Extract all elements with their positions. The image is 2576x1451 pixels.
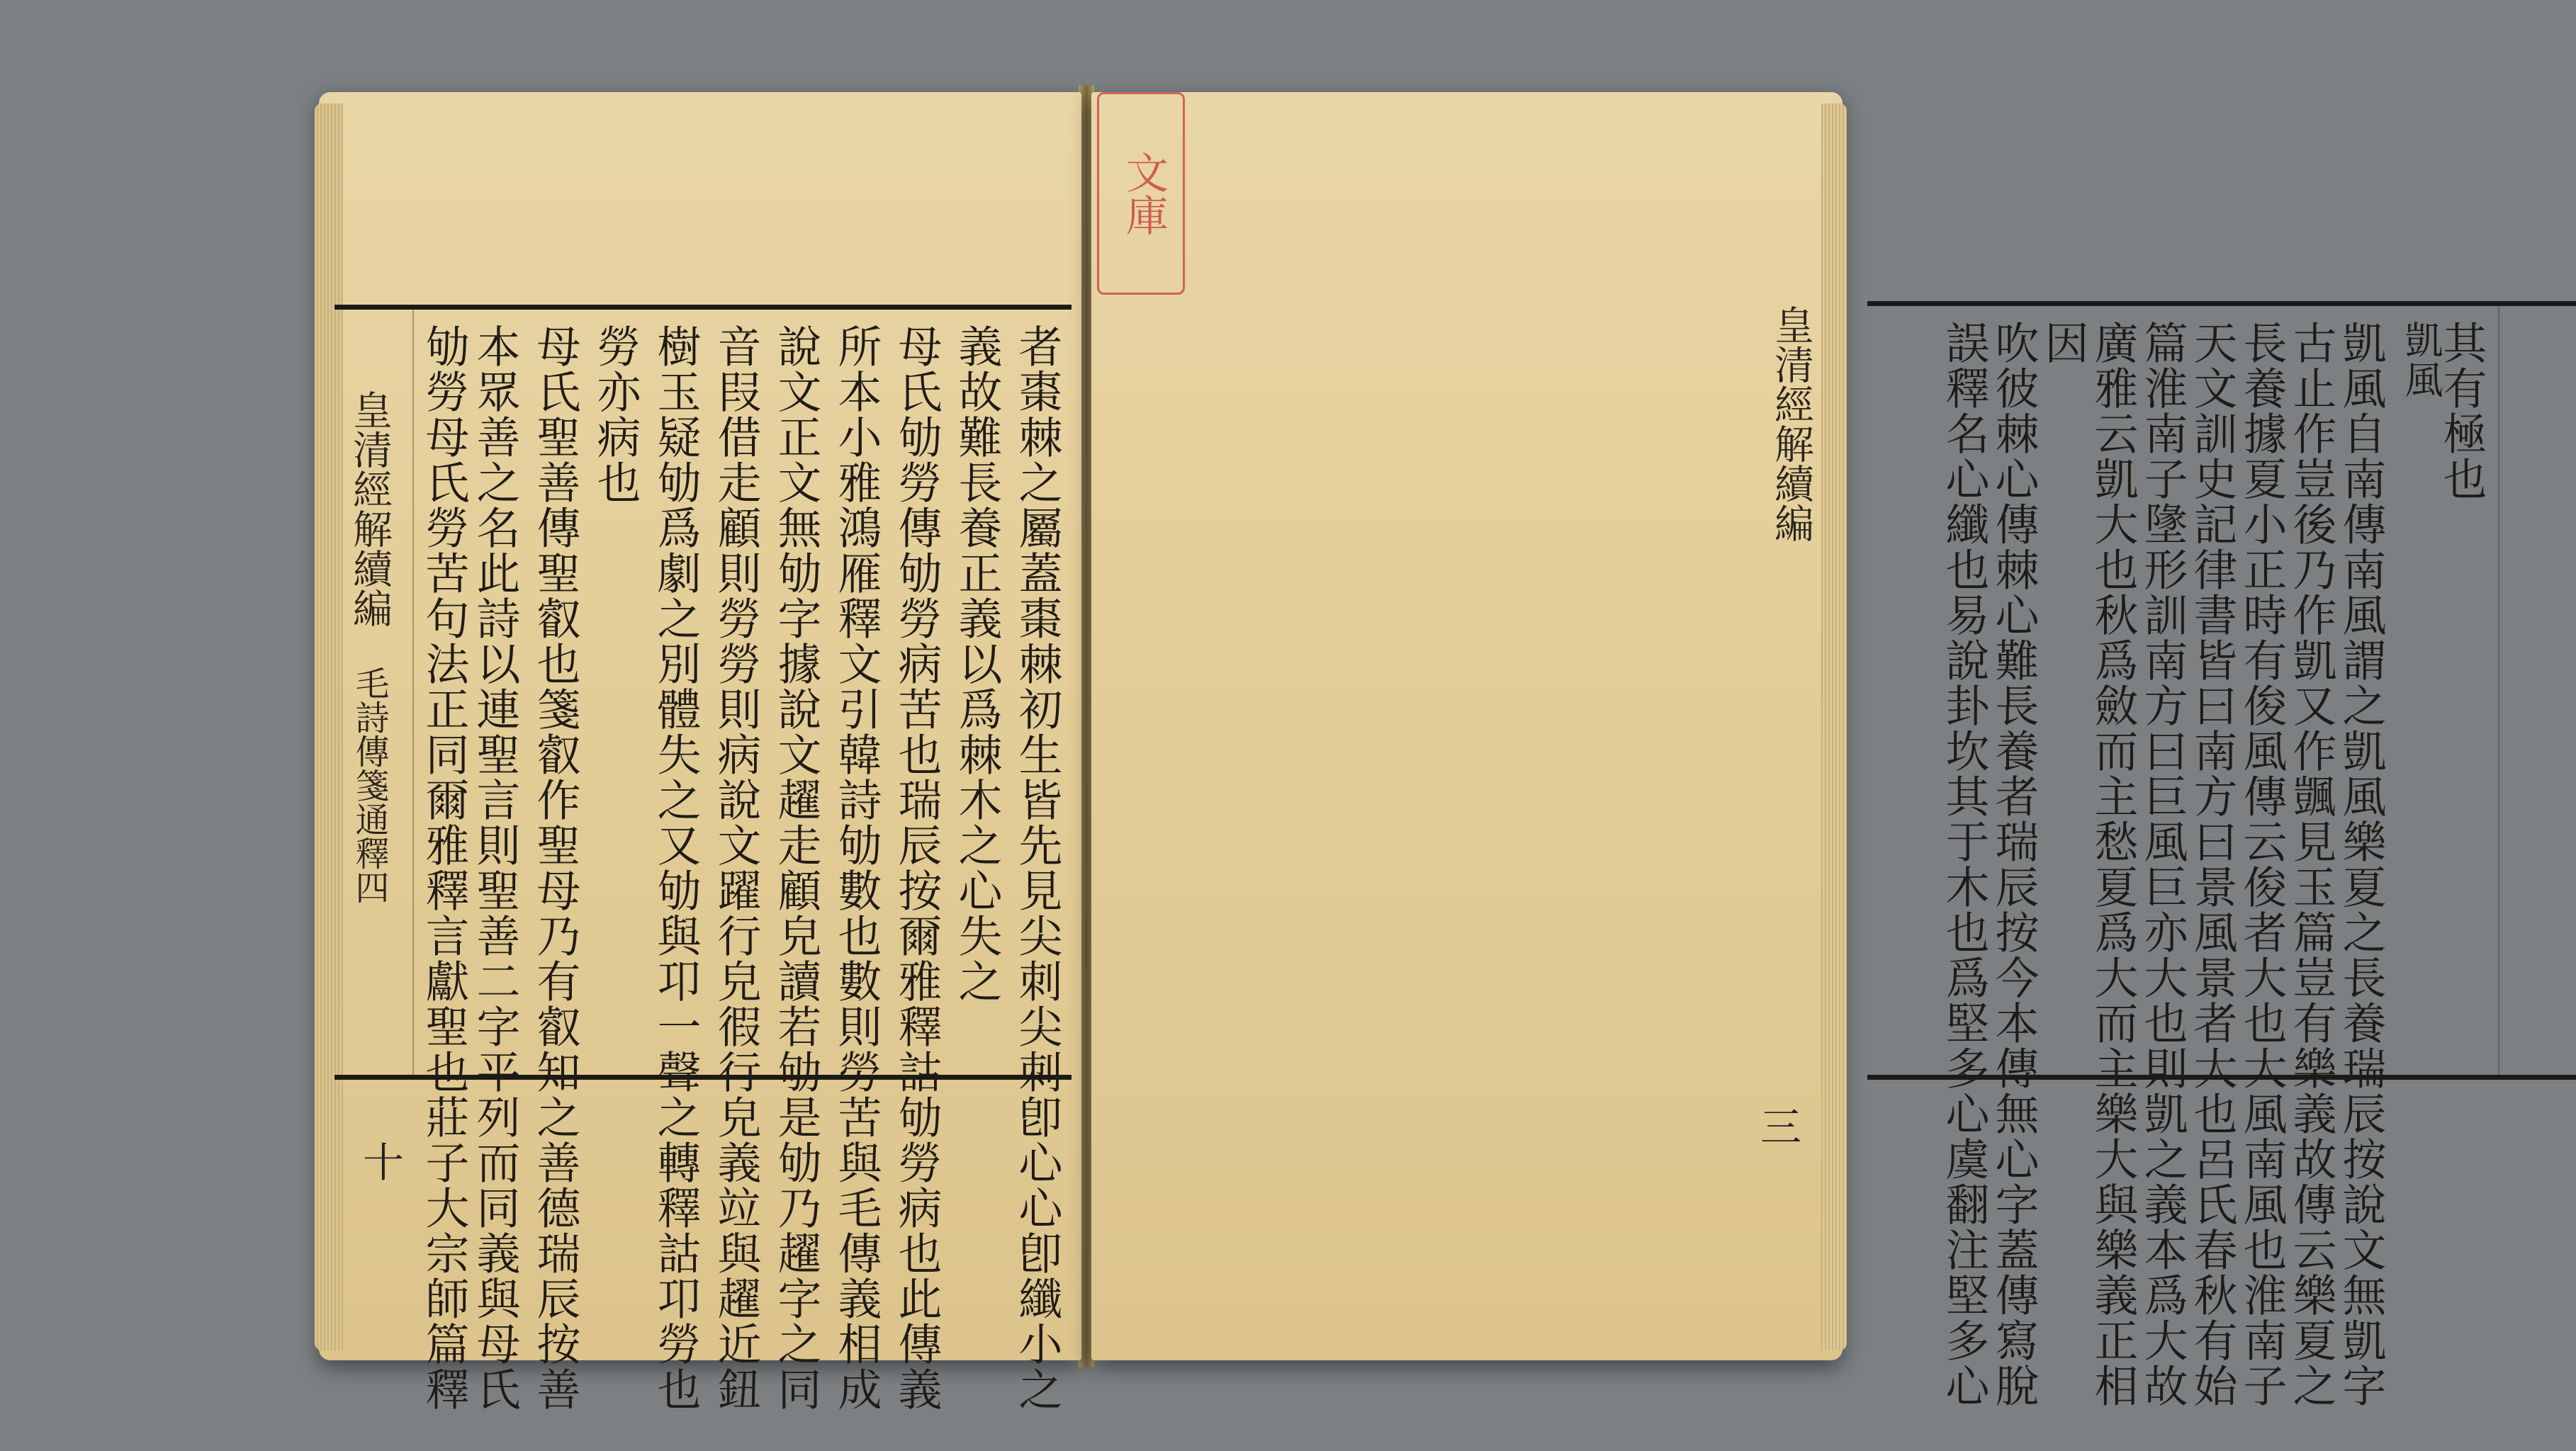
right-margin-title: 皇清經解續編 [1768,305,1814,543]
right-col-5: 長養據夏小正時有俊風傳云俊者大也大風南風也淮南子 [2236,320,2288,1408]
open-book [319,85,2487,1412]
left-page [319,92,1081,1412]
right-text-frame [1867,301,2576,1408]
red-seal-stamp: 文庫 [1097,92,1185,295]
right-col-11: 誤釋名心纖也易說卦坎其于木也爲堅多心虞翻注堅多心 [1938,320,1990,1408]
left-margin-title: 皇清經解續編 [347,390,393,628]
left-col-2: 義故難長養正義以爲棘木之心失之 [951,324,1003,1004]
right-col-4: 古止作豈後乃作凱又作颽見玉篇豈有樂義故傳云樂夏之 [2285,320,2337,1408]
left-col-9: 母氏聖善傳聖叡也箋叡作聖母乃有叡知之善德瑞辰按善 [529,324,581,1412]
left-margin-subtitle: 毛詩傳箋通釋四 [349,666,389,904]
left-col-11: 劬勞母氏勞苦句法正同爾雅釋言獻聖也莊子大宗師篇釋 [418,324,470,1412]
right-page-edge [1821,103,1847,1350]
left-folio: 十 [356,1141,404,1182]
left-col-10: 本眾善之名此詩以連聖言則聖善二字平列而同義與母氏 [469,324,521,1412]
left-col-8: 勞亦病也 [590,324,641,505]
right-page [1091,92,2487,1408]
left-col-7: 樹玉疑劬爲劇之別體失之又劬與卭一聲之轉釋詁卭勞也 [650,324,702,1412]
left-col-1: 者棗棘之屬蓋棗棘初生皆先見尖刺尖刺卽心心卽纖小之 [1011,324,1063,1412]
left-text-frame [334,305,1072,1412]
right-folio: 三 [1753,1105,1801,1146]
right-col-1: 其有極也 [2436,320,2487,502]
left-col-3: 母氏劬勞傳劬勞病苦也瑞辰按爾雅釋詁劬勞病也此傳義 [891,324,943,1412]
right-col-3: 凱風自南傳南風謂之凱風樂夏之長養瑞辰按說文無凱字 [2335,320,2387,1408]
right-col-6: 天文訓史記律書皆曰南方曰景風景者大也呂氏春秋有始 [2186,320,2238,1408]
right-col-7: 篇淮南子墬形訓南方曰巨風巨亦大也則凱之義本爲大故 [2137,320,2188,1408]
right-col-2: 凱風 [2399,320,2443,400]
left-col-4: 所本小雅鴻雁釋文引韓詩劬數也數則勞苦與毛傳義相成 [831,324,882,1412]
right-col-9: 因 [2037,320,2089,366]
left-col-5: 說文正文無劬字據說文趯走顧皃讀若劬是劬乃趯字之同 [770,324,822,1412]
right-col-8: 廣雅云凱大也秋爲斂而主愁夏爲大而主樂大與樂義正相 [2087,320,2139,1408]
right-col-10: 吹彼棘心傳棘心難長養者瑞辰按今本傳無心字蓋傳寫脫 [1988,320,2040,1408]
left-col-6: 音叚借走顧則勞勞則病說文躍行皃徦行皃義竝與趯近鈕 [710,324,762,1412]
